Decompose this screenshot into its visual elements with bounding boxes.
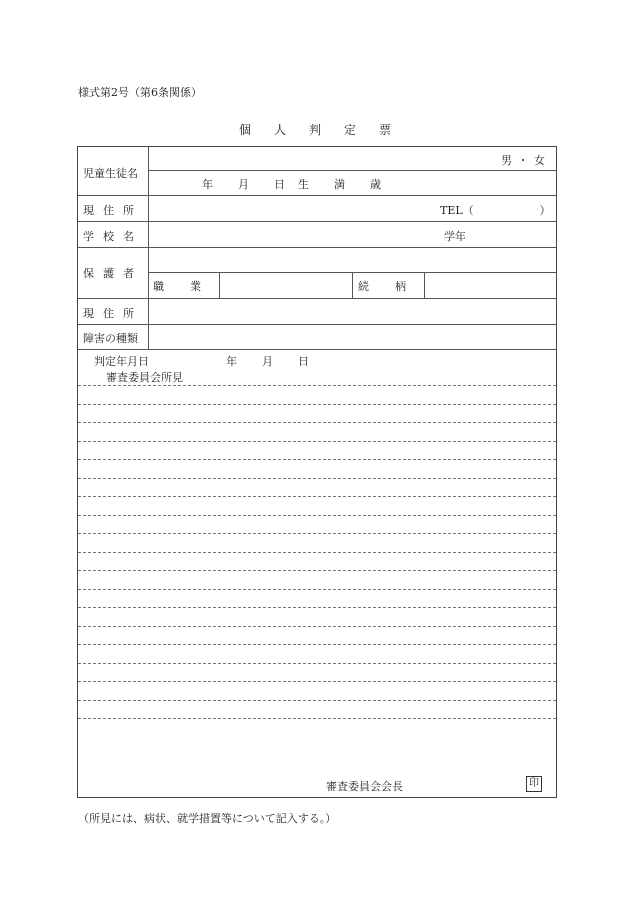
committee-chairman-label: 審査委員会会長 (326, 780, 403, 793)
row-divider (148, 170, 556, 171)
writing-line (78, 422, 556, 423)
writing-line (78, 663, 556, 664)
writing-line (78, 404, 556, 405)
judgment-date-label: 判定年月日 (94, 355, 149, 368)
guardian-label: 保護者 (83, 267, 143, 280)
writing-line (78, 700, 556, 701)
writing-line (78, 644, 556, 645)
writing-line (78, 681, 556, 682)
student-name-label: 児童生徒名 (83, 167, 138, 180)
grade-label: 学年 (444, 230, 466, 243)
writing-line (78, 515, 556, 516)
row-divider (78, 298, 556, 299)
student-address-label: 現住所 (83, 204, 143, 217)
birth-year-label: 年 (202, 178, 213, 191)
guardian-address-label: 現住所 (83, 307, 143, 320)
row-divider (78, 349, 556, 350)
writing-line (78, 441, 556, 442)
document-title: 個人判定票 (238, 123, 414, 137)
relationship-label: 続柄 (358, 280, 432, 293)
writing-line (78, 459, 556, 460)
column-divider (352, 272, 353, 298)
writing-line (78, 626, 556, 627)
age-suffix-label: 歳 (370, 178, 381, 191)
birth-month-label: 月 (238, 178, 249, 191)
committee-opinion-label: 審査委員会所見 (106, 371, 183, 384)
occupation-label: 職業 (153, 280, 227, 293)
writing-line (78, 385, 556, 386)
writing-line (78, 607, 556, 608)
writing-line (78, 533, 556, 534)
row-divider (78, 221, 556, 222)
writing-line (78, 496, 556, 497)
birth-day-label: 日 (274, 178, 285, 191)
judgment-month-label: 月 (262, 355, 273, 368)
judgment-form-table (77, 146, 557, 798)
seal-stamp-icon: 印 (526, 776, 542, 792)
row-divider (78, 247, 556, 248)
birth-label: 生 (298, 178, 309, 191)
school-name-label: 学校名 (83, 230, 143, 243)
age-prefix-label: 満 (334, 178, 345, 191)
judgment-year-label: 年 (226, 355, 237, 368)
judgment-day-label: 日 (298, 355, 309, 368)
row-divider (78, 324, 556, 325)
form-number: 様式第2号（第6条関係） (78, 86, 202, 99)
writing-line (78, 552, 556, 553)
footer-note: （所見には、病状、就学措置等について記入する。） (78, 812, 337, 825)
gender-options: 男 ・ 女 (501, 154, 545, 167)
disability-type-label: 障害の種類 (83, 332, 138, 345)
writing-line (78, 570, 556, 571)
writing-line (78, 478, 556, 479)
writing-line (78, 589, 556, 590)
writing-line (78, 718, 556, 719)
row-divider (78, 195, 556, 196)
tel-label: TEL（ ） (440, 204, 551, 217)
column-divider (148, 147, 149, 349)
